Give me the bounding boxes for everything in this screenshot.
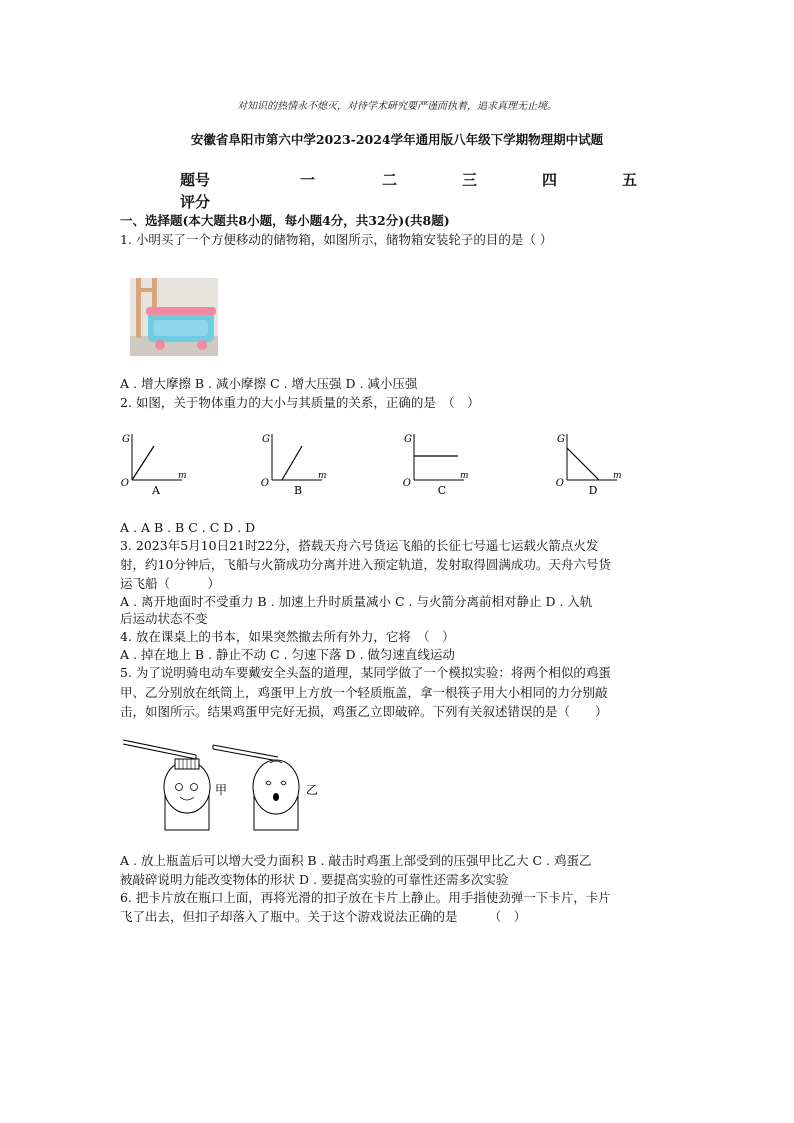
graph-c	[402, 428, 482, 498]
question-3-stem-line-2: 射，约10分钟后，飞船与火箭成功分离并进入预定轨道，发射取得圆满成功。天舟六号货	[120, 557, 611, 572]
question-2-options: A . A B . B C . C D . D	[120, 520, 256, 535]
question-5-stem-line-3: 击，如图所示。结果鸡蛋甲完好无损，鸡蛋乙立即破碎。下列有关叙述错误的是（ ）	[120, 704, 608, 719]
page-title: 安徽省阜阳市第六中学2023-2024学年通用版八年级下学期物理期中试题	[190, 132, 604, 147]
score-column-2: 二	[382, 170, 398, 189]
graph-d-x-label: m	[613, 471, 622, 481]
question-3-options-line-2: 后运动状态不变	[120, 611, 208, 626]
question-3-options-line-1: A . 离开地面时不受重力 B . 加速上升时质量减小 C . 与火箭分离前相对静止 D . 入轨	[120, 594, 593, 609]
score-column-5: 五	[622, 170, 638, 189]
score-column-3: 三	[462, 170, 478, 189]
question-4-stem: 4. 放在课桌上的书本，如果突然撤去所有外力，它将 （ ）	[120, 629, 455, 644]
graph-c-y-label: G	[404, 434, 412, 445]
graph-b-caption: B	[293, 484, 303, 497]
question-5-stem-line-1: 5. 为了说明骑电动车要戴安全头盔的道理，某同学做了一个模拟实验：将两个相似的鸡蛋	[120, 665, 611, 680]
score-table	[180, 168, 650, 212]
question-4-options: A . 掉在地上 B . 静止不动 C . 匀速下落 D . 做匀速直线运动	[120, 647, 455, 662]
score-header-label: 题号	[180, 170, 211, 189]
graph-c-caption: C	[437, 484, 447, 497]
graph-c-origin: O	[402, 478, 411, 489]
question-2-stem: 2. 如图，关于物体重力的大小与其质量的关系，正确的是 （ ）	[120, 395, 480, 410]
graph-a	[120, 428, 200, 498]
question-1-options: A . 增大摩擦 B . 减小摩擦 C . 增大压强 D . 减小压强	[120, 376, 418, 391]
question-5-options-line-1: A . 放上瓶盖后可以增大受力面积 B . 敲击时鸡蛋上部受到的压强甲比乙大 C . 鸡蛋乙	[120, 853, 592, 868]
graph-c-x-label: m	[460, 471, 469, 481]
graph-a-y-label: G	[122, 434, 130, 445]
egg-yi-label: 乙	[306, 783, 319, 797]
graph-a-x-label: m	[178, 471, 187, 481]
score-column-4: 四	[542, 170, 558, 189]
graph-b	[260, 428, 340, 498]
question-3-stem-line-3: 运飞船（ ）	[120, 576, 221, 591]
storage-box-photo	[130, 278, 218, 356]
score-value-row	[180, 190, 650, 212]
section-heading: 一、选择题(本大题共8小题，每小题4分，共32分)(共8题)	[120, 213, 450, 228]
score-header-row	[180, 168, 650, 190]
score-column-1: 一	[300, 170, 316, 189]
question-5-options-line-2: 被敲碎说明力能改变物体的形状 D . 要提高实验的可靠性还需多次实验	[120, 872, 509, 887]
question-6-stem-line-1: 6. 把卡片放在瓶口上面，再将光滑的扣子放在卡片上静止。用手指使劲弹一下卡片，卡片	[120, 890, 611, 905]
question-1-stem: 1. 小明买了一个方便移动的储物箱，如图所示，储物箱安装轮子的目的是（ ）	[120, 232, 553, 247]
graph-a-origin: O	[120, 478, 129, 489]
question-6-stem-line-2: 飞了出去，但扣子却落入了瓶中。关于这个游戏说法正确的是 （ ）	[120, 909, 527, 924]
score-row-label: 评分	[180, 192, 211, 211]
question-3-stem-line-1: 3. 2023年5月10日21时22分，搭载天舟六号货运飞船的长征七号遥七运载火箭点火发	[120, 538, 599, 553]
question-5-stem-line-2: 甲、乙分别放在纸筒上，鸡蛋甲上方放一个轻质瓶盖，拿一根筷子用大小相同的力分别敲	[120, 685, 608, 700]
graph-d	[555, 428, 635, 498]
graph-b-x-label: m	[318, 471, 327, 481]
graph-d-origin: O	[555, 478, 564, 489]
egg-jia-label: 甲	[215, 783, 228, 797]
graph-b-y-label: G	[262, 434, 270, 445]
graph-d-y-label: G	[557, 434, 565, 445]
egg-experiment-figure	[118, 735, 338, 835]
page-motto: 对知识的热情永不熄灭，对待学术研究要严谨而执着，追求真理无止境。	[237, 101, 557, 112]
graph-a-caption: A	[152, 484, 160, 497]
graph-d-caption: D	[588, 484, 598, 497]
graph-b-origin: O	[260, 478, 269, 489]
